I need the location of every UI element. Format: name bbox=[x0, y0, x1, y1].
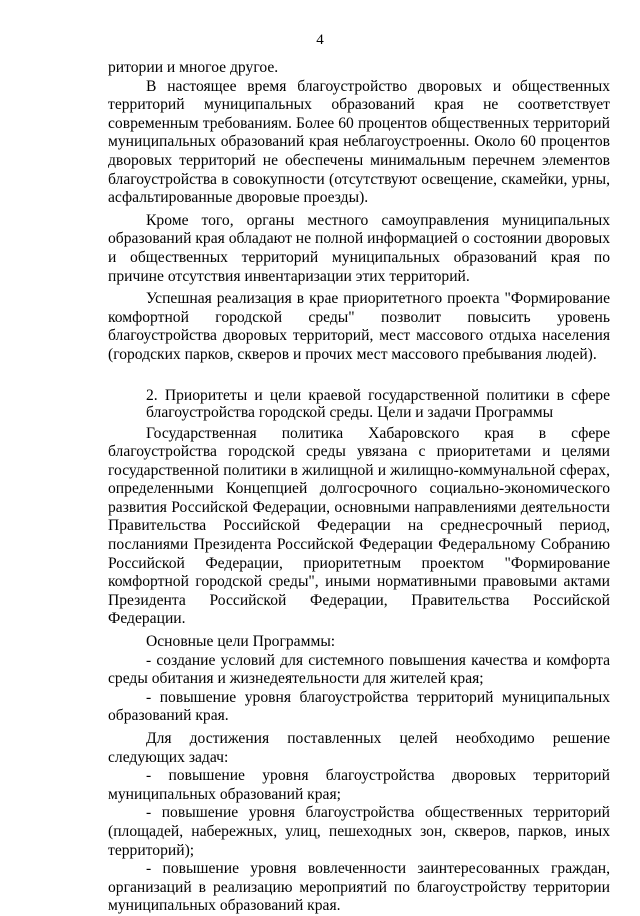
paragraph-current-state: В настоящее время благоустройство дворовых и общественных территорий муниципальных образований края не соответствует современным требованиям. Более 60 процентов общественных территорий муниципальных образований края неблагоустроенны. Около 60 процентов дворовых территорий не обеспечены минимальным перечнем элементов благоустройства в совокупности (отсутствуют освещение, скамейки, урны, асфальтированные дворовые проезды). bbox=[108, 77, 610, 207]
list-item-task-1: - повышение уровня благоустройства дворовых территорий муниципальных образований края; bbox=[108, 767, 610, 803]
paragraph-tasks-intro: Для достижения поставленных целей необходимо решение следующих задач: bbox=[108, 730, 610, 766]
section-heading-line-2: благоустройства городской среды. Цели и задачи Программы bbox=[146, 403, 554, 421]
document-body bbox=[108, 59, 610, 916]
paragraph-priority-project: Успешная реализация в крае приоритетного проекта "Формирование комфортной городской среды" позволит повысить уровень благоустройства дворовых территорий, мест массового отдыха населения (городских парков, скверов и прочих мест массового пребывания людей). bbox=[108, 290, 610, 363]
section-heading bbox=[108, 387, 610, 421]
list-item-goal-2: - повышение уровня благоустройства территорий муниципальных образований края. bbox=[108, 688, 610, 725]
list-item-task-3: - повышение уровня вовлеченности заинтересованных граждан, организаций в реализацию мероприятий по благоустройству территории муниципальных образований края. bbox=[108, 860, 610, 915]
paragraph-local-government: Кроме того, органы местного самоуправления муниципальных образований края обладают не полной информацией о состоянии дворовых и общественных территорий муниципальных образований края по причине отсутствия инвентаризации этих территорий. bbox=[108, 211, 610, 285]
page-number: 4 bbox=[316, 32, 324, 48]
section-heading-line-1: 2. Приоритеты и цели краевой государственной политики в сфере bbox=[146, 386, 610, 404]
paragraph-state-policy: Государственная политика Хабаровского края в сфере благоустройства городской среды увязана с приоритетами и целями государственной политики в жилищной и жилищно-коммунальной сферах, определенными Концепцией долгосрочного социально-экономического развития Российской Федерации, основными направлениями деятельности Правительства Российской Федерации на среднесрочный период, посланиями Президента Российской Федерации Федеральному Собранию Российской Федерации, приоритетным проектом "Формирование комфортной городской среды", иными нормативными правовыми актами Президента Российской Федерации, Правительства Российской Федерации. bbox=[108, 424, 610, 628]
paragraph-goals-title: Основные цели Программы: bbox=[146, 633, 336, 651]
list-item-task-2: - повышение уровня благоустройства общественных территорий (площадей, набережных, улиц, пешеходных зон, скверов, парков, иных территорий); bbox=[108, 804, 610, 859]
paragraph-continuation: ритории и многое другое. bbox=[108, 59, 279, 76]
list-item-goal-1: - создание условий для системного повышения качества и комфорта среды обитания и жизнедеятельности для жителей края; bbox=[108, 651, 610, 688]
